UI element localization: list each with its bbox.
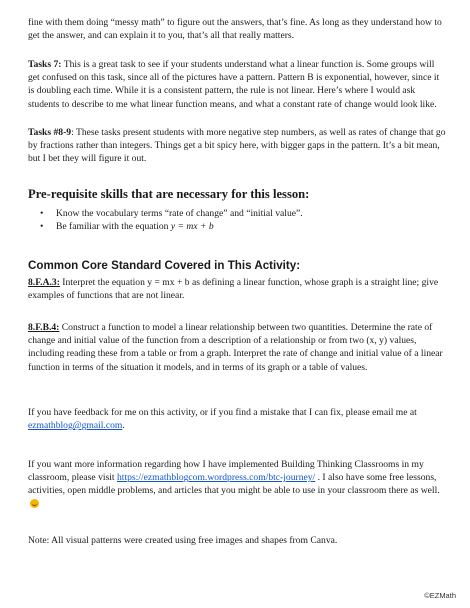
standard-8fa3-text: Interpret the equation y = mx + b as defining a linear function, whose graph is a straight line; give examples of functions that are not linear. — [28, 277, 439, 302]
standard-8fb4-text: Construct a function to model a linear relationship between two quantities. Determine the rate of change and initial value of the function from a description of a relationship or from two (x, y) values, including reading these from a table or from a graph. Interpret the rate of change and initial value of a linear function in terms of the situation it models, and in terms of its graph or a table of values. — [28, 322, 443, 373]
standard-8fa3-label: 8.F.A.3: — [28, 277, 60, 288]
intro-text: fine with them doing “messy math” to figure out the answers, that’s fine. As long as they understand how to get the answer, and can explain it to you, that’s all that really matters. — [28, 17, 442, 42]
note-paragraph — [28, 534, 448, 547]
task7-label: Tasks 7: — [28, 59, 62, 70]
intro-paragraph — [28, 16, 448, 42]
task89-label: Tasks #8-9 — [28, 127, 72, 138]
note-text: Note: All visual patterns were created using free images and shapes from Canva. — [28, 535, 338, 546]
standard-8fa3 — [28, 276, 448, 302]
moreinfo-paragraph: If you want more information regarding how I have implemented Building Thinking Classrooms in my classroom, please visit https://ezmathblogcom.wordpress.com/btc-journey/ . I also have some free lessons, activities, open middle problems, and articles that you might be able to use in your classroom there as well. — [28, 458, 448, 511]
prereq-heading: Pre-requisite skills that are necessary for this lesson: — [28, 187, 310, 201]
feedback-paragraph: If you have feedback for me on this activity, or if you find a mistake that I can fix, please email me at ezmathblog@gmail.com. — [28, 407, 417, 432]
equation: y = mx + b — [170, 221, 214, 233]
standard-8fb4-label: 8.F.B.4: — [28, 322, 60, 333]
moreinfo-text: If you want more information regarding how I have implemented Building Thinking Classrooms in my classroom, please visit — [28, 459, 424, 484]
email-link[interactable]: ezmathblog@gmail.com — [28, 420, 123, 432]
prereq-item: • Be familiar with the equation y = mx + b — [56, 220, 470, 233]
prereq-item: • Know the vocabulary terms “rate of change” and “initial value”. — [56, 207, 470, 220]
btc-journey-link[interactable]: https://ezmathblogcom.wordpress.com/btc-journey/ — [117, 472, 316, 484]
copyright-footer: ©EZMath — [424, 591, 456, 600]
smiling-face-emoji-icon — [30, 499, 39, 508]
task89-paragraph — [28, 126, 448, 166]
task7-text: This is a great task to see if your students understand what a linear function is. Some groups will get confused on this task, since all of the pictures have a pattern. Pattern B is exponential, however, since it is doubling each time. While it is a consistent pattern, the rule is not linear. Here’s where I would ask students to describe to me what linear function means, and what a constant rate of change would look like. — [28, 59, 440, 110]
task7-paragraph — [28, 58, 448, 111]
standard-8fb4 — [28, 321, 448, 374]
feedback-text: If you have feedback for me on this activity, or if you find a mistake that I can fix, please email me at — [28, 407, 417, 418]
standards-heading: Common Core Standard Covered in This Activity: — [28, 259, 301, 272]
task89-text: : These tasks present students with more negative step numbers, as well as rates of change that go by fractions rather than integers. Things get a bit spicy here, with bigger gaps in the pattern. It’s a bit mean, but I bet they will figure it out. — [28, 127, 446, 165]
prereq-list — [28, 207, 470, 234]
